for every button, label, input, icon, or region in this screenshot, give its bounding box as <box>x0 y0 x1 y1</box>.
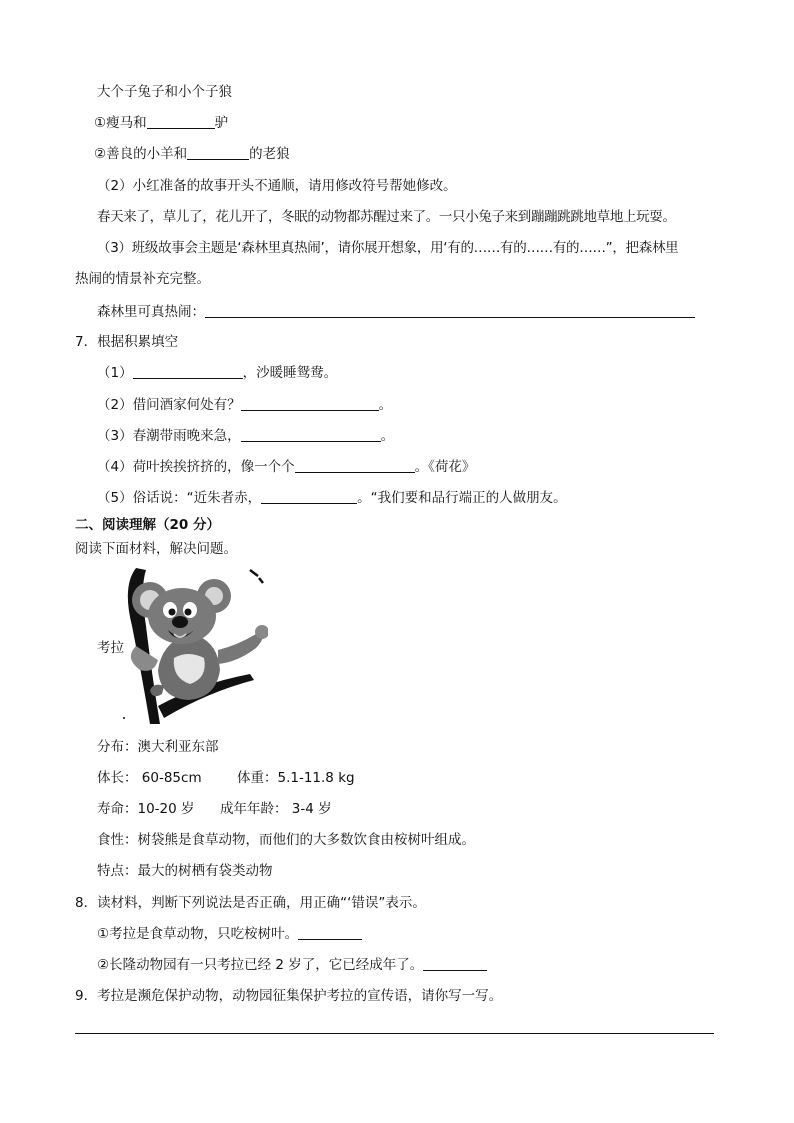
q7-item-2 <box>97 396 392 414</box>
q8-item-a-text: ①考拉是食草动物，只吃桉树叶。 <box>97 926 299 942</box>
fact-weight: 体重：5.1-11.8 kg <box>237 770 355 786</box>
q7-item-1-prefix: （1） <box>97 365 133 381</box>
forest-answer-line <box>97 303 695 321</box>
answer-blank-forest[interactable] <box>205 303 695 318</box>
fill-item-1 <box>94 114 228 132</box>
answer-blank-q8-a[interactable] <box>298 925 362 940</box>
instruction-3: （3）班级故事会主题是‘森林里真热闹’，请你展开想象，用‘有的……有的……有的……”，把森林里 <box>97 240 679 256</box>
fact-adult-age: 成年年龄： 3-4 岁 <box>220 801 332 817</box>
answer-blank-q8-b[interactable] <box>423 956 487 971</box>
q7-item-5-prefix: （5）俗话说：“近朱者赤， <box>97 490 262 506</box>
q8-item-a <box>97 925 362 943</box>
title-line: 大个子兔子和小个子狼 <box>97 84 232 100</box>
q7-item-2-suffix: 。 <box>378 397 393 413</box>
q7-item-3-suffix: 。 <box>380 428 395 444</box>
q7-item-1-suffix: ，沙暖睡鸳鸯。 <box>242 365 338 381</box>
fill-item-2 <box>94 145 290 163</box>
answer-blank-1[interactable] <box>147 114 215 129</box>
fact-diet: 食性：树袋熊是食草动物，而他们的大多数饮食由桉树叶组成。 <box>97 832 475 848</box>
instruction-3-cont: 热闹的情景补充完整。 <box>75 271 210 287</box>
answer-blank-q7-5[interactable] <box>261 489 357 504</box>
instruction-2: （2）小红准备的故事开头不通顺，请用修改符号帮她修改。 <box>97 178 457 194</box>
fact-length: 体长： 60-85cm <box>97 770 202 786</box>
q8-item-b <box>97 956 487 974</box>
section-2-intro: 阅读下面材料，解决问题。 <box>75 541 237 557</box>
fill-item-2-prefix: ②善良的小羊和 <box>94 146 188 162</box>
answer-blank-q7-4[interactable] <box>295 458 415 473</box>
q7-item-5-suffix: 。“我们要和品行端正的人做朋友。 <box>357 490 567 506</box>
q7-item-4-prefix: （4）荷叶挨挨挤挤的，像一个个 <box>97 459 295 475</box>
fill-item-1-suffix: 驴 <box>214 115 229 131</box>
fill-item-2-suffix: 的老狼 <box>249 146 290 162</box>
section-2-heading: 二、阅读理解（20 分） <box>75 517 220 533</box>
q7-item-3-prefix: （3）春潮带雨晚来急， <box>97 428 241 444</box>
koala-caption: 考拉 <box>97 640 124 656</box>
q7-item-1 <box>97 364 337 382</box>
answer-blank-q7-1[interactable] <box>133 364 243 379</box>
q8-title: 8．读材料，判断下列说法是否正确，用正确“‘错误”表示。 <box>75 895 426 911</box>
q7-title: 7．根据积累填空 <box>75 334 179 350</box>
q8-item-b-text: ②长隆动物园有一只考拉已经 2 岁了，它已经成年了。 <box>97 957 424 973</box>
forest-answer-label: 森林里可真热闹： <box>97 304 205 320</box>
answer-blank-q7-2[interactable] <box>241 396 379 411</box>
q9-answer-line[interactable] <box>75 1033 714 1034</box>
fact-distribution: 分布：澳大利亚东部 <box>97 739 219 755</box>
answer-blank-q7-3[interactable] <box>241 427 381 442</box>
fill-item-1-prefix: ①瘦马和 <box>94 115 147 131</box>
koala-image <box>118 566 268 726</box>
story-opening: 春天来了，草儿了，花儿开了，冬眠的动物都苏醒过来了。一只小兔子来到蹦蹦跳跳地草地上玩耍。 <box>97 209 676 225</box>
q9-title: 9．考拉是濒危保护动物，动物园征集保护考拉的宣传语，请你写一写。 <box>75 988 503 1004</box>
q7-item-4 <box>97 458 475 476</box>
answer-blank-2[interactable] <box>187 145 249 160</box>
fact-feature: 特点：最大的树栖有袋类动物 <box>97 863 273 879</box>
q7-item-3 <box>97 427 394 445</box>
q7-item-5 <box>97 489 567 507</box>
q7-item-4-suffix: 。《荷花》 <box>414 459 476 475</box>
q7-item-2-prefix: （2）借问酒家何处有？ <box>97 397 241 413</box>
fact-lifespan: 寿命：10-20 岁 <box>97 801 195 817</box>
